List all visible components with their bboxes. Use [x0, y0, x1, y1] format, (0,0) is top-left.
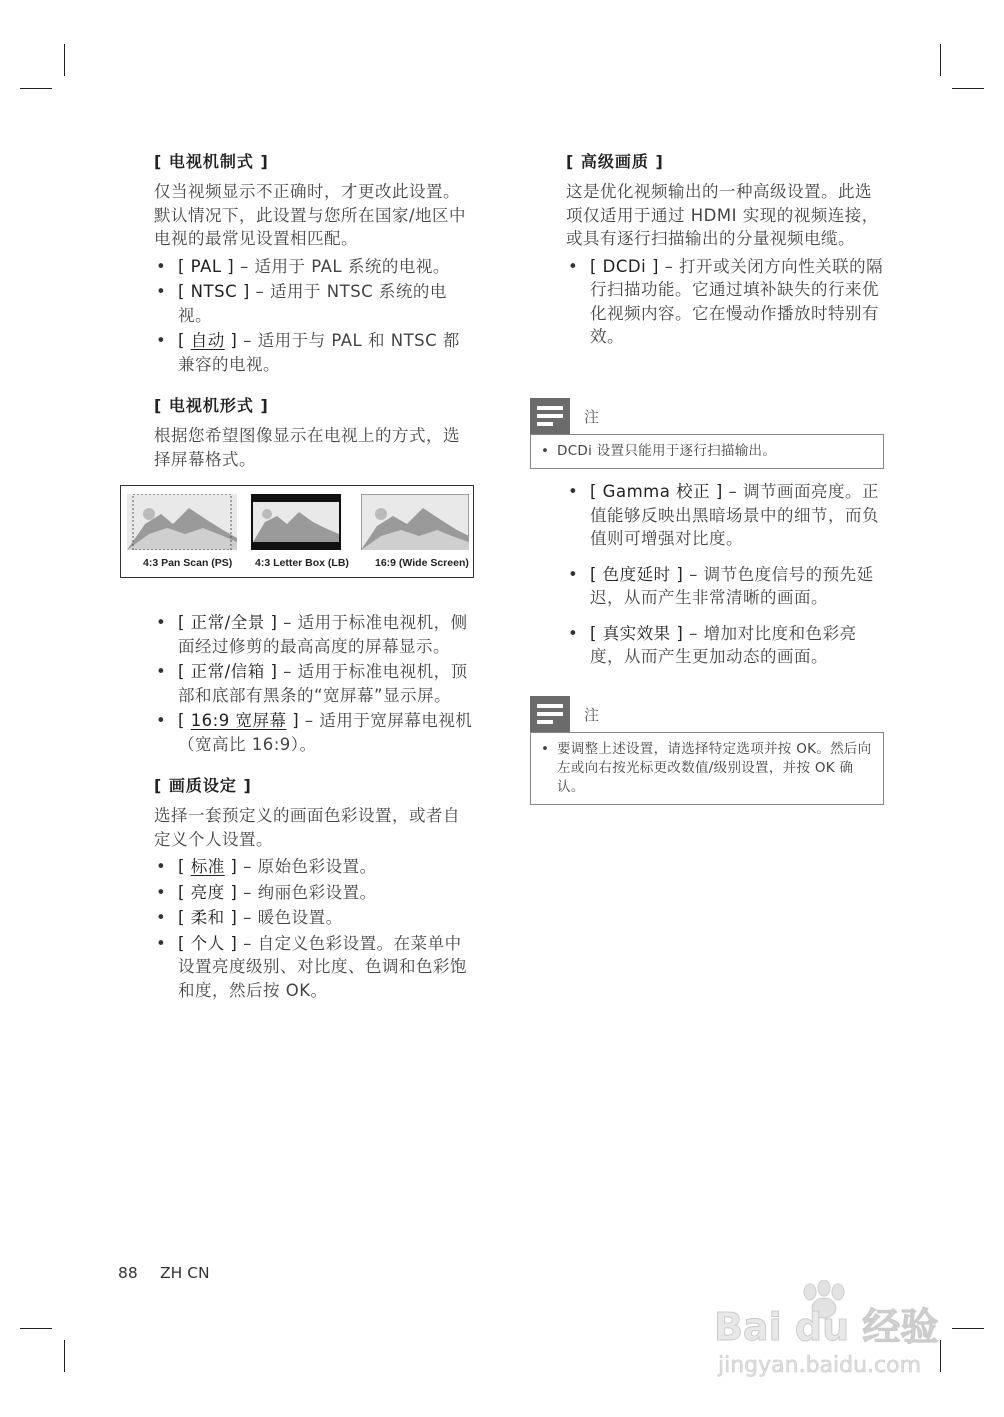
crop-mark: [64, 1340, 65, 1372]
section-body: 这是优化视频输出的一种高级设置。此选项仅适用于通过 HDMI 实现的视频连接，或具有逐行扫描输出的分量视频电缆。: [566, 182, 879, 248]
note-title: 注: [584, 408, 600, 426]
svg-text:jingyan.baidu.com: jingyan.baidu.com: [718, 1353, 922, 1378]
right-column: [566, 150, 888, 351]
option-name: [ 柔和 ]: [178, 908, 238, 927]
advanced-picture-section: [566, 150, 888, 349]
section-heading: [ 电视机形式 ]: [154, 396, 269, 415]
option-bracket: [: [178, 857, 191, 876]
option-desc: – 适用于标准电视机，顶部和底部有黑条的“宽屏幕”显示屏。: [178, 662, 468, 705]
option-name-default: 标准: [190, 857, 225, 876]
baidu-watermark: [712, 1280, 942, 1380]
section-body: 仅当视频显示不正确时，才更改此设置。默认情况下，此设置与您所在国家/地区中电视的最常见设置相匹配。: [154, 182, 467, 248]
section-body: 选择一套预定义的画面色彩设置，或者自定义个人设置。: [154, 806, 460, 849]
option-list: [566, 480, 888, 669]
list-item: [566, 480, 888, 551]
tv-system-section: [154, 150, 476, 376]
svg-text:Bai du 经验: Bai du 经验: [714, 1305, 939, 1349]
wide-screen-thumbnail: [361, 494, 471, 552]
option-name: [ Gamma 校正 ]: [590, 482, 723, 501]
note-icon: [530, 696, 570, 732]
letter-box-thumbnail: [251, 494, 361, 552]
list-item: [154, 932, 476, 1003]
option-name: [ 正常/信箱 ]: [178, 662, 278, 681]
note-box: [530, 398, 884, 469]
option-desc: – 打开或关闭方向性关联的隔行扫描功能。它通过填补缺失的行来优化视频内容。它在慢动作播放时特别有效。: [590, 256, 884, 346]
format-label: 4:3 Letter Box (LB): [255, 557, 349, 569]
option-desc: – 适用于 PAL 系统的电视。: [234, 256, 450, 276]
note-title: 注: [584, 706, 600, 724]
section-body: 根据您希望图像显示在电视上的方式，选择屏幕格式。: [154, 426, 460, 469]
option-list: [154, 611, 476, 756]
option-list: [154, 855, 476, 1002]
format-label: 16:9 (Wide Screen): [375, 557, 469, 569]
option-list: [154, 255, 476, 377]
option-name: [ 色度延时 ]: [590, 564, 684, 584]
option-bracket: [: [178, 331, 191, 350]
note-text: • DCDi 设置只能用于逐行扫描输出。: [541, 442, 873, 461]
option-name: [ DCDi ]: [590, 256, 659, 276]
option-name: [ 个人 ]: [178, 933, 238, 953]
option-desc: – 适用于 NTSC 系统的电视。: [178, 282, 447, 325]
note-box: [530, 696, 884, 805]
option-desc: – 绚丽色彩设置。: [237, 882, 377, 902]
crop-mark: [20, 1328, 52, 1329]
crop-mark: [20, 88, 52, 89]
list-item: [154, 255, 476, 279]
option-desc: – 自定义色彩设置。在菜单中设置亮度级别、对比度、色调和色彩饱和度，然后按 OK。: [178, 933, 467, 1000]
format-label: 4:3 Pan Scan (PS): [143, 557, 233, 569]
page-number: 88: [118, 1264, 138, 1282]
option-desc: – 原始色彩设置。: [237, 857, 377, 876]
crop-mark: [952, 88, 984, 89]
option-name-default: 16:9 宽屏幕: [190, 711, 287, 730]
section-heading: [ 高级画质 ]: [566, 152, 664, 171]
option-desc: – 增加对比度和色彩亮度，从而产生更加动态的画面。: [590, 623, 857, 666]
option-desc: – 暖色设置。: [237, 908, 343, 927]
crop-mark: [952, 1328, 984, 1329]
list-item: [154, 329, 476, 376]
note-text: • 要调整上述设置，请选择特定选项并按 OK。然后向左或向右按光标更改数值/级别设置，并按 OK 确认。: [541, 740, 873, 797]
option-name: [ PAL ]: [178, 256, 235, 276]
note-icon: [530, 398, 570, 434]
option-desc: – 适用于与 PAL 和 NTSC 都兼容的电视。: [178, 331, 460, 374]
option-name-default: 自动: [190, 331, 225, 350]
option-bracket: ]: [224, 331, 238, 350]
list-item: [154, 881, 476, 905]
list-item: [154, 660, 476, 707]
language-code: ZH CN: [160, 1264, 210, 1282]
option-desc: – 调节色度信号的预先延迟，从而产生非常清晰的画面。: [590, 564, 874, 607]
option-list: [566, 255, 888, 349]
option-name: [ 真实效果 ]: [590, 623, 684, 643]
list-item: [154, 611, 476, 658]
list-item: [154, 855, 476, 879]
crop-mark: [940, 44, 941, 76]
option-bracket: [: [178, 711, 191, 730]
pan-scan-thumbnail: [127, 494, 237, 552]
list-item: [154, 709, 476, 756]
picture-setting-section: [154, 774, 476, 1002]
list-item: [566, 563, 888, 610]
more-options: [566, 480, 888, 671]
option-name: [ NTSC ]: [178, 282, 250, 301]
list-item: [566, 622, 888, 669]
screen-format-illustration: [120, 485, 474, 578]
list-item: [154, 280, 476, 327]
section-heading: [ 电视机制式 ]: [154, 152, 269, 171]
option-name: [ 亮度 ]: [178, 882, 238, 902]
option-bracket: ]: [224, 857, 238, 876]
section-heading: [ 画质设定 ]: [154, 776, 252, 795]
option-name: [ 正常/全景 ]: [178, 613, 278, 632]
option-bracket: ]: [286, 711, 300, 730]
option-desc: – 适用于标准电视机，侧面经过修剪的最高高度的屏幕显示。: [178, 613, 468, 656]
crop-mark: [64, 44, 65, 76]
option-desc: – 调节画面亮度。正值能够反映出黑暗场景中的细节，而负值则可增强对比度。: [590, 482, 880, 548]
list-item: [566, 255, 888, 349]
option-desc: – 适用于宽屏幕电视机（宽高比 16:9）。: [178, 711, 473, 754]
list-item: [154, 906, 476, 930]
